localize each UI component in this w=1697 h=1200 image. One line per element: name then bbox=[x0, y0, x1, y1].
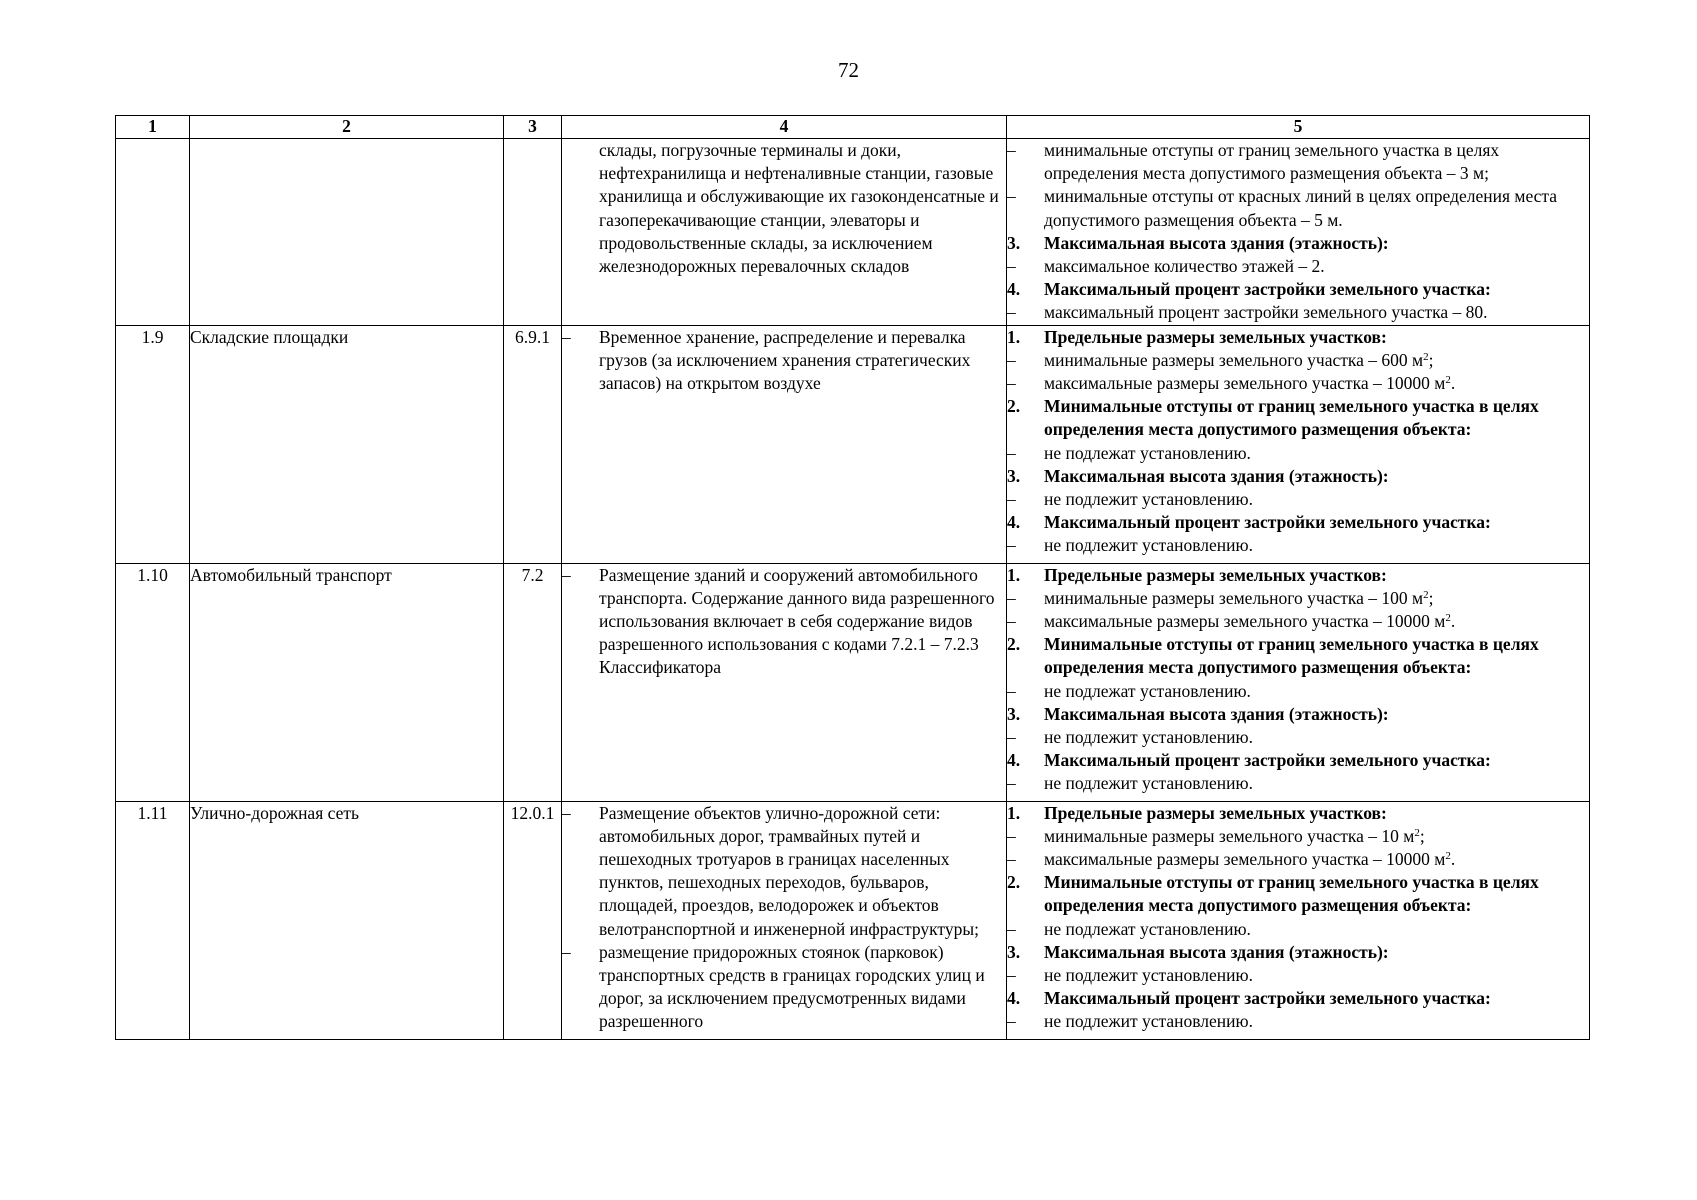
use-code: 6.9.1 bbox=[504, 325, 562, 563]
header-cell-5: 5 bbox=[1007, 116, 1590, 139]
superscript: 2 bbox=[1423, 588, 1429, 601]
item-number: 4. bbox=[1007, 750, 1021, 771]
table-row bbox=[116, 563, 1590, 801]
header-cell-1: 1 bbox=[116, 116, 190, 139]
parameter-text: минимальные размеры земельного участка – 600 м bbox=[1044, 349, 1424, 370]
page-number: 72 bbox=[838, 58, 859, 82]
parameter-text: максимальные размеры земельного участка – 10000 м bbox=[1044, 611, 1446, 632]
parameter-heading bbox=[1007, 987, 1589, 1010]
parameter-text: максимальный процент застройки земельного участка – 80. bbox=[1044, 302, 1488, 323]
dash-marker: – bbox=[562, 564, 571, 585]
table-row bbox=[116, 139, 1590, 326]
parameters bbox=[1007, 325, 1590, 563]
parameter-text: Максимальная высота здания (этажность): bbox=[1044, 703, 1389, 724]
punctuation: . bbox=[1450, 611, 1456, 632]
parameter-heading bbox=[1007, 511, 1589, 534]
parameter-text: Минимальные отступы от границ земельного участка в целях определения места допустимого размещения объекта: bbox=[1044, 396, 1539, 440]
parameter-heading bbox=[1007, 465, 1589, 488]
item-number: 3. bbox=[1007, 465, 1021, 486]
dash-marker: – bbox=[1007, 302, 1016, 323]
description-text: размещение придорожных стоянок (парковок) транспортных средств в границах городских улиц и дорог, за исключением предусмотренных видами разрешенного bbox=[599, 941, 985, 1032]
item-number: 4. bbox=[1007, 279, 1021, 300]
parameter-text: Предельные размеры земельных участков: bbox=[1044, 802, 1387, 823]
dash-marker: – bbox=[1007, 680, 1016, 701]
parameter-text: не подлежит установлению. bbox=[1044, 1011, 1253, 1032]
parameter-text: Максимальный процент застройки земельного участка: bbox=[1044, 988, 1491, 1009]
parameter-heading bbox=[1007, 326, 1589, 349]
header-cell-2: 2 bbox=[190, 116, 504, 139]
description-item bbox=[562, 564, 1006, 680]
dash-marker: – bbox=[1007, 849, 1016, 870]
parameter-text: Предельные размеры земельных участков: bbox=[1044, 326, 1387, 347]
parameter-text: не подлежит установлению. bbox=[1044, 535, 1253, 556]
parameter-item bbox=[1007, 372, 1589, 395]
dash-marker: – bbox=[1007, 140, 1016, 160]
header-cell-4: 4 bbox=[562, 116, 1007, 139]
dash-marker: – bbox=[1007, 256, 1016, 277]
row-number: 1.9 bbox=[116, 325, 190, 563]
item-number: 3. bbox=[1007, 703, 1021, 724]
description-text: Размещение объектов улично-дорожной сети: автомобильных дорог, трамвайных путей и пешеходных тротуаров в границах населенных пунктов, пешеходных переходов, бульваров, площадей, проездов, велодорожек и объектов велотранспортной и инженерной инфраструктуры; bbox=[599, 802, 979, 939]
parameter-item bbox=[1007, 1010, 1589, 1033]
parameter-text: Предельные размеры земельных участков: bbox=[1044, 564, 1387, 585]
description-item bbox=[562, 802, 1006, 941]
parameter-text: не подлежит установлению. bbox=[1044, 489, 1253, 510]
parameter-item bbox=[1007, 964, 1589, 987]
use-name: Складские площадки bbox=[190, 325, 504, 563]
use-name bbox=[190, 139, 504, 326]
parameter-heading bbox=[1007, 395, 1589, 441]
regulations-table bbox=[115, 115, 1590, 1040]
dash-marker: – bbox=[562, 802, 571, 823]
parameter-heading bbox=[1007, 941, 1589, 964]
parameter-text: не подлежит установлению. bbox=[1044, 965, 1253, 986]
parameter-item bbox=[1007, 442, 1589, 465]
parameters bbox=[1007, 563, 1590, 801]
parameter-text: Максимальная высота здания (этажность): bbox=[1044, 941, 1389, 962]
parameter-text: минимальные размеры земельного участка – 10 м bbox=[1044, 825, 1415, 846]
parameter-text: не подлежат установлению. bbox=[1044, 680, 1251, 701]
table-row bbox=[116, 801, 1590, 1039]
parameter-item bbox=[1007, 610, 1589, 633]
item-number: 2. bbox=[1007, 634, 1021, 655]
parameter-item bbox=[1007, 488, 1589, 511]
dash-marker: – bbox=[1007, 773, 1016, 794]
header-row bbox=[116, 116, 1590, 139]
dash-marker: – bbox=[1007, 918, 1016, 939]
parameters bbox=[1007, 801, 1590, 1039]
dash-marker: – bbox=[562, 941, 571, 962]
item-number: 1. bbox=[1007, 326, 1021, 347]
parameter-item bbox=[1007, 255, 1589, 278]
item-number: 3. bbox=[1007, 941, 1021, 962]
parameter-heading bbox=[1007, 749, 1589, 772]
item-number: 4. bbox=[1007, 988, 1021, 1009]
item-number: 2. bbox=[1007, 872, 1021, 893]
superscript: 2 bbox=[1445, 612, 1451, 625]
use-description bbox=[562, 563, 1007, 801]
parameter-item bbox=[1007, 587, 1589, 610]
dash-marker: – bbox=[1007, 489, 1016, 510]
parameter-text: минимальные отступы от красных линий в целях определения места допустимого размещения объекта – 5 м. bbox=[1044, 186, 1558, 230]
use-description bbox=[562, 139, 1007, 326]
description-text: Размещение зданий и сооружений автомобильного транспорта. Содержание данного вида разрешенного использования включает в себя содержание видов разрешенного использования с кодами 7.2.1 – 7.2.3 Классификатора bbox=[599, 564, 995, 678]
description-text: Временное хранение, распределение и перевалка грузов (за исключением хранения стратегических запасов) на открытом воздухе bbox=[599, 326, 971, 394]
use-description bbox=[562, 801, 1007, 1039]
dash-marker: – bbox=[1007, 727, 1016, 748]
item-number: 4. bbox=[1007, 512, 1021, 533]
item-number: 3. bbox=[1007, 232, 1021, 253]
parameter-item bbox=[1007, 848, 1589, 871]
parameter-heading bbox=[1007, 871, 1589, 917]
parameter-text: максимальные размеры земельного участка – 10000 м bbox=[1044, 373, 1446, 394]
superscript: 2 bbox=[1414, 826, 1420, 839]
dash-marker: – bbox=[1007, 611, 1016, 632]
parameter-text: минимальные отступы от границ земельного участка в целях определения места допустимого размещения объекта – 3 м; bbox=[1044, 140, 1500, 184]
item-number: 1. bbox=[1007, 564, 1021, 585]
parameter-text: Максимальная высота здания (этажность): bbox=[1044, 232, 1389, 253]
parameter-item bbox=[1007, 918, 1589, 941]
parameter-item bbox=[1007, 825, 1589, 848]
parameter-text: Минимальные отступы от границ земельного участка в целях определения места допустимого размещения объекта: bbox=[1044, 634, 1539, 678]
use-code: 12.0.1 bbox=[504, 801, 562, 1039]
punctuation: . bbox=[1450, 849, 1456, 870]
parameter-item bbox=[1007, 680, 1589, 703]
dash-marker: – bbox=[1007, 1011, 1016, 1032]
use-code bbox=[504, 139, 562, 326]
row-number: 1.11 bbox=[116, 801, 190, 1039]
parameter-text: максимальное количество этажей – 2. bbox=[1044, 256, 1325, 277]
parameter-text: Максимальный процент застройки земельного участка: bbox=[1044, 512, 1491, 533]
item-number: 1. bbox=[1007, 802, 1021, 823]
description-text: склады, погрузочные терминалы и доки, нефтехранилища и нефтеналивные станции, газовые хранилища и обслуживающие их газоконденсатные и газоперекачивающие станции, элеваторы и продовольственные склады, за исключением железнодорожных перевалочных складов bbox=[599, 140, 999, 277]
punctuation: ; bbox=[1428, 349, 1434, 370]
parameter-text: не подлежит установлению. bbox=[1044, 773, 1253, 794]
table-row bbox=[116, 325, 1590, 563]
parameter-text: не подлежат установлению. bbox=[1044, 442, 1251, 463]
item-number: 2. bbox=[1007, 396, 1021, 417]
dash-marker: – bbox=[1007, 373, 1016, 394]
description-item bbox=[562, 941, 1006, 1034]
parameter-item bbox=[1007, 772, 1589, 795]
parameter-text: максимальные размеры земельного участка – 10000 м bbox=[1044, 849, 1446, 870]
parameter-item bbox=[1007, 301, 1589, 324]
parameter-text: Максимальный процент застройки земельного участка: bbox=[1044, 279, 1491, 300]
superscript: 2 bbox=[1445, 374, 1451, 387]
parameter-item bbox=[1007, 185, 1589, 231]
dash-marker: – bbox=[1007, 535, 1016, 556]
description-item bbox=[562, 326, 1006, 396]
parameter-text: Максимальный процент застройки земельного участка: bbox=[1044, 750, 1491, 771]
parameter-heading bbox=[1007, 703, 1589, 726]
parameter-heading bbox=[1007, 633, 1589, 679]
parameter-text: минимальные размеры земельного участка – 100 м bbox=[1044, 587, 1424, 608]
use-name: Автомобильный транспорт bbox=[190, 563, 504, 801]
punctuation: ; bbox=[1419, 825, 1425, 846]
dash-marker: – bbox=[1007, 825, 1016, 846]
dash-marker: – bbox=[1007, 587, 1016, 608]
parameter-heading bbox=[1007, 232, 1589, 255]
punctuation: . bbox=[1450, 373, 1456, 394]
superscript: 2 bbox=[1445, 850, 1451, 863]
parameter-item bbox=[1007, 726, 1589, 749]
use-code: 7.2 bbox=[504, 563, 562, 801]
parameter-text: не подлежит установлению. bbox=[1044, 727, 1253, 748]
use-name: Улично-дорожная сеть bbox=[190, 801, 504, 1039]
parameters bbox=[1007, 139, 1590, 326]
parameter-item bbox=[1007, 139, 1589, 185]
dash-marker: – bbox=[1007, 965, 1016, 986]
dash-marker: – bbox=[1007, 349, 1016, 370]
row-number bbox=[116, 139, 190, 326]
row-number: 1.10 bbox=[116, 563, 190, 801]
dash-marker: – bbox=[562, 326, 571, 347]
parameter-item bbox=[1007, 349, 1589, 372]
parameter-item bbox=[1007, 534, 1589, 557]
parameter-text: Максимальная высота здания (этажность): bbox=[1044, 465, 1389, 486]
parameter-heading bbox=[1007, 278, 1589, 301]
parameter-heading bbox=[1007, 802, 1589, 825]
superscript: 2 bbox=[1423, 350, 1429, 363]
use-description bbox=[562, 325, 1007, 563]
parameter-text: не подлежат установлению. bbox=[1044, 918, 1251, 939]
dash-marker: – bbox=[1007, 186, 1016, 207]
parameter-text: Минимальные отступы от границ земельного участка в целях определения места допустимого размещения объекта: bbox=[1044, 872, 1539, 916]
parameter-heading bbox=[1007, 564, 1589, 587]
punctuation: ; bbox=[1428, 587, 1434, 608]
header-cell-3: 3 bbox=[504, 116, 562, 139]
dash-marker: – bbox=[1007, 442, 1016, 463]
